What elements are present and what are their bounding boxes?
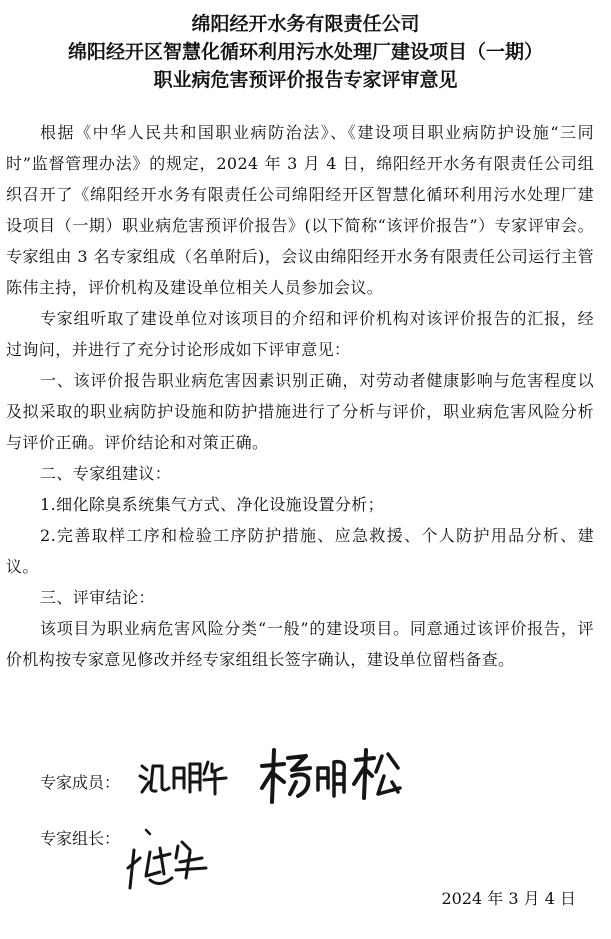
title-project: 绵阳经开区智慧化循环利用污水处理厂建设项目（一期） xyxy=(67,41,543,63)
paragraph-review-process: 专家组听取了建设单位对该项目的介绍和评价机构对该评价报告的汇报，经过询问，并进行了充分讨论形成如下评审意见： xyxy=(6,309,594,359)
title-report: 职业病危害预评价报告专家评审意见 xyxy=(153,69,458,91)
title-company: 绵阳经开水务有限责任公司 xyxy=(191,13,420,35)
paragraph-suggestion-1: 1.细化除臭系统集气方式、净化设施设置分析； xyxy=(40,495,385,514)
paragraph-background: 根据《中华人民共和国职业病防治法》、《建设项目职业病防护设施“三同时”监督管理办法》的规定，2024 年 3 月 4 日，绵阳经开水务有限责任公司组织召开了《绵阳经开水务有限责任公司绵阳经开区智慧化循环利用污水处理厂建设项目（一期）职业病危害预评价报告》(以下简称“该评价报告”）专家评审会。专家组由 3 名专家组成（名单附后)，会议由绵阳经开水务有限责任公司运行主管陈伟主持，评价机构及建设单位相关人员参加会议。 xyxy=(6,123,594,297)
document-date: 2024 年 3 月 4 日 xyxy=(441,889,576,908)
document-body xyxy=(6,117,594,675)
paragraph-conclusion-heading: 三、评审结论： xyxy=(40,588,155,607)
member-signature-2 xyxy=(258,746,408,806)
paragraph-opinion-1: 一、该评价报告职业病危害因素识别正确，对劳动者健康影响与危害程度以及拟采取的职业病防护设施和防护措施进行了分析与评价，职业病危害风险分析与评价正确。评价结论和对策正确。 xyxy=(6,371,594,452)
paragraph-suggestion-2: 2.完善取样工序和检验工序防护措施、应急救援、个人防护用品分析、建议。 xyxy=(6,526,594,576)
members-label: 专家成员： xyxy=(40,773,121,792)
paragraph-suggestions-heading: 二、专家组建议： xyxy=(40,464,172,483)
member-signature-1 xyxy=(138,758,228,798)
leader-signature xyxy=(120,828,220,898)
paragraph-conclusion: 该项目为职业病危害风险分类“一般”的建设项目。同意通过该评价报告，评价机构按专家意见修改并经专家组组长签字确认，建设单位留档备查。 xyxy=(6,619,594,669)
leader-label: 专家组长： xyxy=(40,829,121,848)
